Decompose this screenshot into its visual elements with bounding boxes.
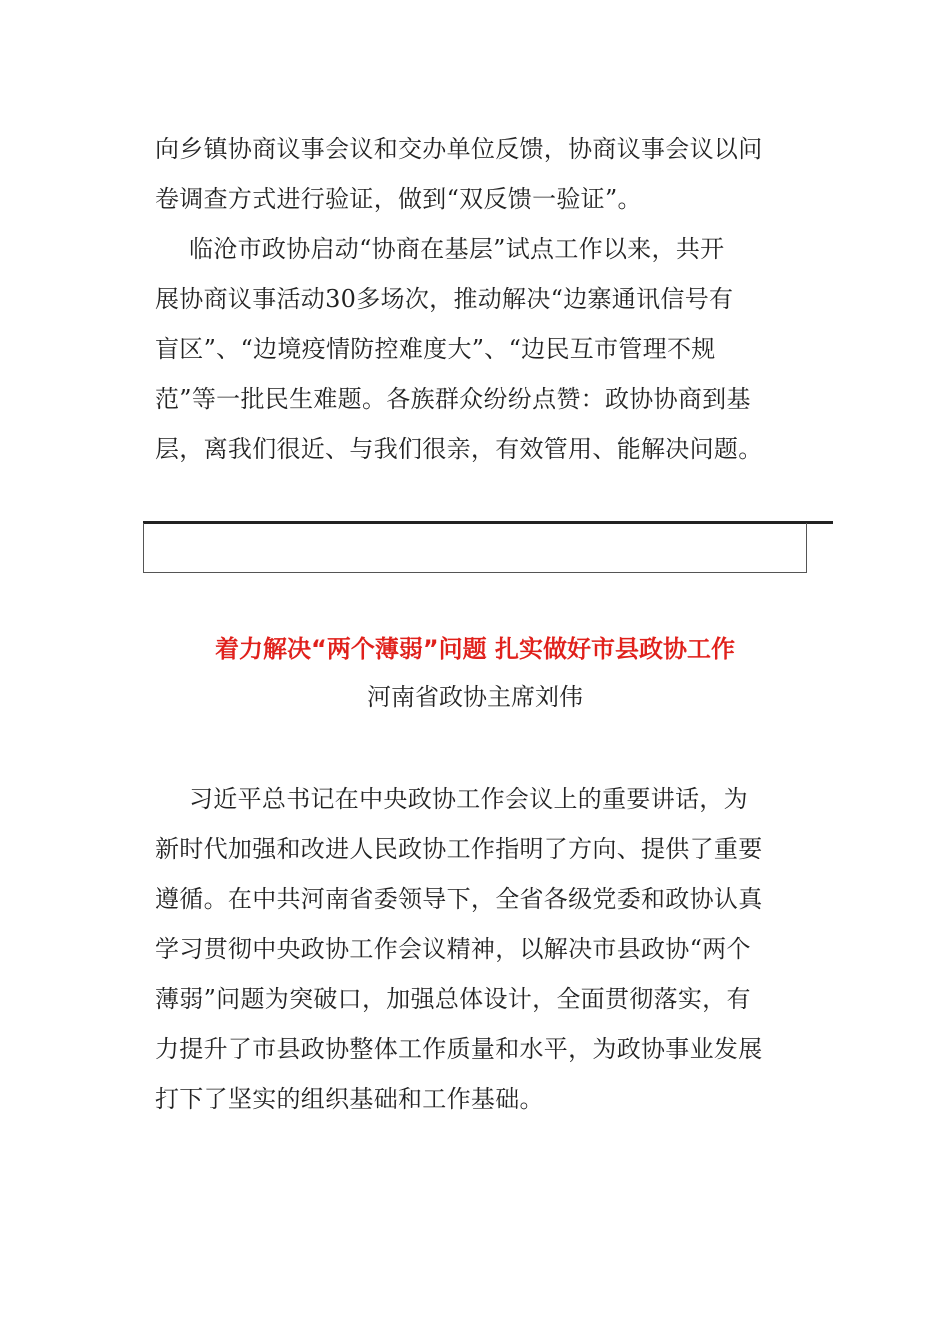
paragraph-line: 卷调查方式进行验证，做到“双反馈一验证”。 (155, 185, 642, 213)
paragraph-line: 层，离我们很近、与我们很亲，有效管用、能解决问题。 (155, 435, 763, 463)
paragraph-line: 临沧市政协启动“协商在基层”试点工作以来，共开 (189, 235, 725, 263)
article-author: 河南省政协主席刘伟 (367, 683, 583, 711)
paragraph-line: 打下了坚实的组织基础和工作基础。 (155, 1085, 544, 1113)
paragraph-line: 新时代加强和改进人民政协工作指明了方向、提供了重要 (155, 835, 763, 863)
paragraph-line: 向乡镇协商议事会议和交办单位反馈，协商议事会议以问 (155, 135, 763, 163)
paragraph-line: 遵循。在中共河南省委领导下，全省各级党委和政协认真 (155, 885, 763, 913)
paragraph-line: 学习贯彻中央政协工作会议精神，以解决市县政协“两个 (155, 935, 751, 963)
article-title: 着力解决“两个薄弱”问题 扎实做好市县政协工作 (215, 635, 735, 663)
paragraph-line: 范”等一批民生难题。各族群众纷纷点赞：政协协商到基 (155, 385, 751, 413)
paragraph-line: 力提升了市县政协整体工作质量和水平，为政协事业发展 (155, 1035, 763, 1063)
paragraph-line: 习近平总书记在中央政协工作会议上的重要讲话，为 (189, 785, 748, 813)
paragraph-line: 薄弱”问题为突破口，加强总体设计，全面贯彻落实，有 (155, 985, 751, 1013)
empty-box (143, 523, 807, 573)
paragraph-line: 盲区”、“边境疫情防控难度大”、“边民互市管理不规 (155, 335, 716, 363)
paragraph-line: 展协商议事活动30多场次，推动解决“边寨通讯信号有 (155, 285, 734, 313)
